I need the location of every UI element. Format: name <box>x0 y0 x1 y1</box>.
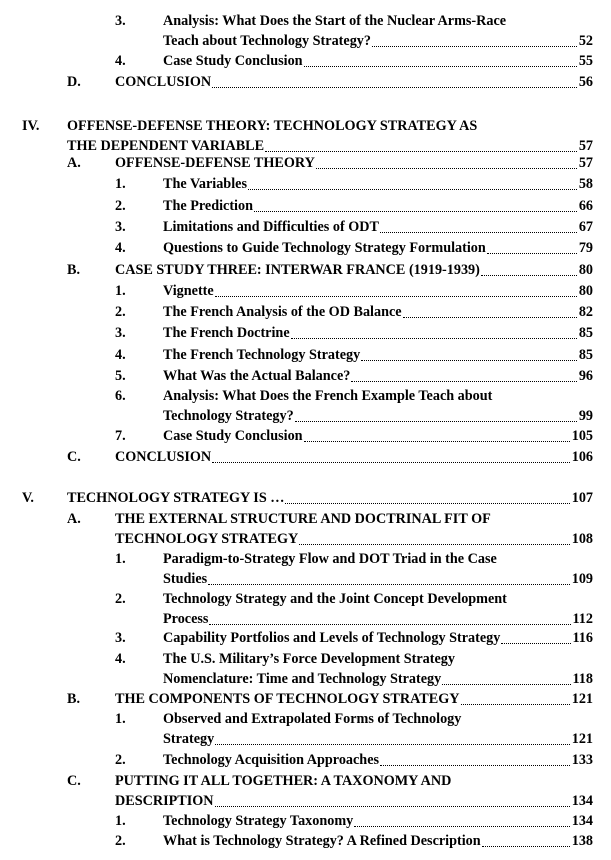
toc-page-number: 57 <box>578 138 593 154</box>
toc-entry-title: PUTTING IT ALL TOGETHER: A TAXONOMY AND <box>115 773 452 789</box>
toc-page-number: 133 <box>571 752 593 768</box>
toc-entry-number: 3. <box>115 13 126 29</box>
toc-entry[interactable] <box>163 428 593 445</box>
toc-entry-title: The Prediction <box>163 198 253 214</box>
toc-entry-number: A. <box>67 155 81 171</box>
dot-leader <box>212 462 570 463</box>
dot-leader <box>361 360 577 361</box>
toc-entry-number: IV. <box>22 118 40 134</box>
toc-entry-number: 3. <box>115 630 126 646</box>
toc-entry-number: 4. <box>115 53 126 69</box>
dot-leader <box>461 704 570 705</box>
toc-page-number: 82 <box>578 304 593 320</box>
toc-entry-title: TECHNOLOGY STRATEGY IS … <box>67 490 285 506</box>
toc-page-number: 116 <box>572 630 593 646</box>
dot-leader <box>380 232 577 233</box>
dot-leader <box>208 584 570 585</box>
toc-entry-line[interactable] <box>163 651 455 668</box>
toc-entry-title: Analysis: What Does the Start of the Nuclear Arms-Race <box>163 13 507 29</box>
toc-page-number: 96 <box>578 368 593 384</box>
dot-leader <box>354 826 569 827</box>
toc-entry-title: CONCLUSION <box>115 74 212 90</box>
toc-page-number: 108 <box>571 531 593 547</box>
dot-leader <box>403 317 577 318</box>
toc-entry-title: Paradigm-to-Strategy Flow and DOT Triad in the Case <box>163 551 497 567</box>
toc-entry-number: C. <box>67 773 81 789</box>
toc-page-number: 56 <box>578 74 593 90</box>
dot-leader <box>248 189 577 190</box>
toc-entry[interactable] <box>163 176 593 193</box>
toc-entry[interactable] <box>163 53 593 70</box>
toc-entry[interactable] <box>67 138 593 155</box>
toc-entry-title: What is Technology Strategy? A Refined Description <box>163 833 481 849</box>
toc-entry[interactable] <box>67 490 593 507</box>
toc-entry[interactable] <box>163 833 593 850</box>
toc-entry-title: Process <box>163 611 209 627</box>
toc-entry-number: 2. <box>115 304 126 320</box>
toc-page-number: 85 <box>578 325 593 341</box>
toc-page-number: 52 <box>578 33 593 49</box>
toc-entry-number: 1. <box>115 813 126 829</box>
toc-entry-number: 2. <box>115 198 126 214</box>
toc-entry-line[interactable] <box>115 773 451 790</box>
toc-entry[interactable] <box>163 571 593 588</box>
toc-page-number: 109 <box>571 571 593 587</box>
toc-page-number: 105 <box>571 428 593 444</box>
toc-page-number: 107 <box>571 490 593 506</box>
dot-leader <box>481 275 577 276</box>
toc-entry-title: Nomenclature: Time and Technology Strategy <box>163 671 442 687</box>
toc-entry[interactable] <box>163 408 593 425</box>
toc-entry-number: 5. <box>115 368 126 384</box>
toc-entry[interactable] <box>163 611 593 628</box>
toc-entry-title: Technology Strategy Taxonomy <box>163 813 354 829</box>
toc-entry-number: B. <box>67 262 81 278</box>
dot-leader <box>501 643 570 644</box>
toc-entry-title: Capability Portfolios and Levels of Technology Strategy <box>163 630 501 646</box>
toc-page-number: 66 <box>578 198 593 214</box>
toc-page-number: 55 <box>578 53 593 69</box>
toc-entry-number: D. <box>67 74 81 90</box>
dot-leader <box>304 441 570 442</box>
toc-entry-number: 2. <box>115 833 126 849</box>
toc-entry[interactable] <box>163 325 593 342</box>
toc-entry-number: 1. <box>115 283 126 299</box>
toc-entry[interactable] <box>163 731 593 748</box>
toc-entry-number: B. <box>67 691 81 707</box>
toc-entry-title: Technology Strategy? <box>163 408 294 424</box>
dot-leader <box>291 338 577 339</box>
toc-entry[interactable] <box>163 630 593 647</box>
toc-entry-number: C. <box>67 449 81 465</box>
toc-entry-number: 4. <box>115 347 126 363</box>
toc-entry-line[interactable] <box>163 551 497 568</box>
toc-page-number: 85 <box>578 347 593 363</box>
dot-leader <box>442 684 570 685</box>
toc-entry-title: Teach about Technology Strategy? <box>163 33 371 49</box>
toc-entry[interactable] <box>115 531 593 548</box>
toc-entry[interactable] <box>115 155 593 172</box>
toc-page-number: 79 <box>578 240 593 256</box>
dot-leader <box>487 253 577 254</box>
toc-entry-number: 2. <box>115 591 126 607</box>
toc-entry[interactable] <box>163 368 593 385</box>
toc-page-number: 67 <box>578 219 593 235</box>
toc-page-number: 57 <box>578 155 593 171</box>
dot-leader <box>351 381 576 382</box>
toc-entry[interactable] <box>115 262 593 279</box>
toc-page-number: 80 <box>578 283 593 299</box>
dot-leader <box>215 806 570 807</box>
toc-entry[interactable] <box>163 283 593 300</box>
toc-entry[interactable] <box>115 449 593 466</box>
toc-entry-title: Case Study Conclusion <box>163 428 303 444</box>
toc-entry[interactable] <box>163 219 593 236</box>
toc-page-number: 138 <box>571 833 593 849</box>
toc-entry-number: 4. <box>115 651 126 667</box>
toc-page-number: 121 <box>571 691 593 707</box>
toc-entry-number: 6. <box>115 388 126 404</box>
toc-entry-number: V. <box>22 490 34 506</box>
toc-entry-title: TECHNOLOGY STRATEGY <box>115 531 299 547</box>
dot-leader <box>285 503 569 504</box>
toc-page-number: 134 <box>571 813 593 829</box>
dot-leader <box>316 168 577 169</box>
toc-entry-line[interactable] <box>67 118 477 135</box>
toc-entry-number: 1. <box>115 176 126 192</box>
toc-entry-title: Analysis: What Does the French Example Teach about <box>163 388 493 404</box>
toc-entry-line[interactable] <box>163 711 461 728</box>
toc-entry-title: The French Doctrine <box>163 325 290 341</box>
toc-page-number: 80 <box>578 262 593 278</box>
toc-page-number: 99 <box>578 408 593 424</box>
toc-entry-line[interactable] <box>115 511 491 528</box>
toc-entry[interactable] <box>163 304 593 321</box>
dot-leader <box>372 46 577 47</box>
toc-entry-number: A. <box>67 511 81 527</box>
toc-entry-title: THE EXTERNAL STRUCTURE AND DOCTRINAL FIT OF <box>115 511 491 527</box>
toc-entry-title: THE DEPENDENT VARIABLE <box>67 138 265 154</box>
toc-entry-title: CONCLUSION <box>115 449 212 465</box>
toc-entry[interactable] <box>163 671 593 688</box>
toc-entry-title: Technology Acquisition Approaches <box>163 752 380 768</box>
toc-entry[interactable] <box>115 793 593 810</box>
dot-leader <box>212 87 577 88</box>
toc-entry[interactable] <box>163 240 593 257</box>
toc-page-number: 121 <box>571 731 593 747</box>
toc-page-number: 134 <box>571 793 593 809</box>
toc-entry-number: 1. <box>115 711 126 727</box>
toc-entry-title: Studies <box>163 571 208 587</box>
toc-entry-title: What Was the Actual Balance? <box>163 368 351 384</box>
toc-entry-title: DESCRIPTION <box>115 793 214 809</box>
toc-page-number: 112 <box>572 611 593 627</box>
toc-entry-number: 2. <box>115 752 126 768</box>
dot-leader <box>304 66 577 67</box>
toc-entry[interactable] <box>163 198 593 215</box>
toc-entry-number: 7. <box>115 428 126 444</box>
toc-entry-title: The Variables <box>163 176 247 192</box>
toc-entry-title: OFFENSE-DEFENSE THEORY <box>115 155 315 171</box>
toc-entry-number: 3. <box>115 325 126 341</box>
toc-entry-title: Vignette <box>163 283 214 299</box>
dot-leader <box>299 544 569 545</box>
dot-leader <box>209 624 570 625</box>
dot-leader <box>254 211 577 212</box>
toc-entry-title: Case Study Conclusion <box>163 53 303 69</box>
toc-entry-number: 4. <box>115 240 126 256</box>
dot-leader <box>295 421 577 422</box>
toc-entry-title: CASE STUDY THREE: INTERWAR FRANCE (1919-1939) <box>115 262 480 278</box>
toc-entry-number: 3. <box>115 219 126 235</box>
toc-entry-title: The U.S. Military’s Force Development Strategy <box>163 651 455 667</box>
toc-entry-title: Technology Strategy and the Joint Concept Development <box>163 591 507 607</box>
dot-leader <box>265 151 577 152</box>
dot-leader <box>215 296 577 297</box>
toc-entry-title: THE COMPONENTS OF TECHNOLOGY STRATEGY <box>115 691 460 707</box>
toc-page-number: 58 <box>578 176 593 192</box>
dot-leader <box>482 846 570 847</box>
toc-entry-title: The French Analysis of the OD Balance <box>163 304 402 320</box>
toc-page-number: 106 <box>571 449 593 465</box>
toc-entry-title: OFFENSE-DEFENSE THEORY: TECHNOLOGY STRATEGY AS <box>67 118 478 134</box>
dot-leader <box>215 744 570 745</box>
toc-entry[interactable] <box>163 752 593 769</box>
toc-entry[interactable] <box>163 347 593 364</box>
toc-entry[interactable] <box>163 33 593 50</box>
toc-entry-line[interactable] <box>163 13 506 30</box>
toc-entry-line[interactable] <box>163 591 507 608</box>
toc-entry-number: 1. <box>115 551 126 567</box>
toc-entry[interactable] <box>163 813 593 830</box>
toc-entry[interactable] <box>115 691 593 708</box>
toc-entry[interactable] <box>115 74 593 91</box>
toc-entry-title: The French Technology Strategy <box>163 347 361 363</box>
toc-entry-title: Observed and Extrapolated Forms of Technology <box>163 711 462 727</box>
toc-entry-line[interactable] <box>163 388 492 405</box>
toc-page-number: 118 <box>572 671 593 687</box>
toc-entry-title: Limitations and Difficulties of ODT <box>163 219 379 235</box>
toc-entry-title: Strategy <box>163 731 215 747</box>
dot-leader <box>380 765 570 766</box>
toc-entry-title: Questions to Guide Technology Strategy Formulation <box>163 240 486 256</box>
